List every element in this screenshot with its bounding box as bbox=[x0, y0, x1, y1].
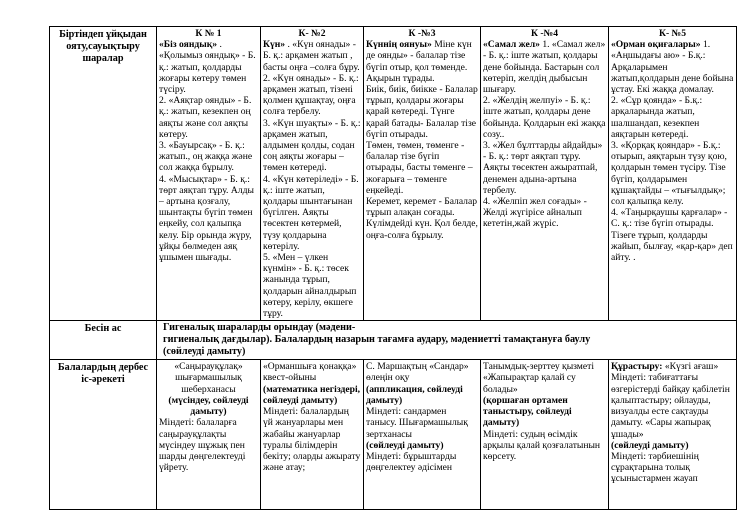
activity-2-title: «Орманшыға қонаққа» квест-ойыны bbox=[263, 361, 357, 384]
independent-row bbox=[50, 360, 737, 510]
activity-5-body: Міндеті: тәрбиешінің сұрақтарына толық ұсыныстармен жауап bbox=[611, 450, 699, 485]
activity-2-body: Міндеті: балалардың үй жануарлары мен жабайы жануарлар туралы білімдерін бекіту; оларды ажырату және атау; bbox=[263, 406, 361, 474]
card-2-part-1: . «Күн оянады» - Б. қ.: арқамен жатып , басты оңға –солға бұру. bbox=[263, 39, 360, 73]
card-4-part-2: 2. «Желдің желпуі» - Б. қ.: іште жатып, қолдары дене бойында. Қолдарын екі жаққа созу.. bbox=[483, 95, 606, 140]
card-4-title: «Самал жел» bbox=[483, 39, 540, 51]
card-5-part-4: 4. «Таңырқаушы қарғалар» - С. қ.: тізе бүгіп отырады. Тізеге тұрып, қолдарды жайып, былғау, «қар-қар» деп айту. . bbox=[611, 207, 733, 264]
meal-line-3: (сөйлеуді дамыту) bbox=[163, 346, 246, 358]
meal-line-2: гигиеналық дағдылар). Балалардың назарын тағамға аудару, мәдениетті тамақтануға баулу bbox=[163, 334, 591, 346]
activity-1-focus: (мүсіндеу, сөйлеуді дамыту) bbox=[168, 394, 249, 418]
meal-row-label: Бесін ас bbox=[50, 321, 157, 360]
activity-1-title: «Саңырауқұлақ» шығармашылық шеберханасы bbox=[174, 361, 243, 395]
card-5-heading: К- №5 bbox=[659, 28, 686, 39]
card-2-part-2: 2. «Күн оянады» - Б. қ.: арқамен жатып, тізені қолмен құшақтау, оңға солға тербелу. bbox=[263, 72, 359, 118]
activity-5 bbox=[609, 360, 737, 510]
schedule-table bbox=[49, 26, 737, 510]
meal-row bbox=[50, 321, 737, 360]
activity-2-focus: (математика негіздері, сөйлеуді дамыту) bbox=[263, 383, 361, 406]
card-4-heading: К -№4 bbox=[531, 28, 558, 39]
card-5-part-1: 1. «Аңшыдағы аю» - Б.қ.: Арқаларымен жатып,қолдарын дене бойына ұстау. Екі жаққа домалау. bbox=[611, 39, 734, 96]
card-3-part-4: Керемет, керемет - Балалар тұрып алақан соғады. bbox=[366, 196, 478, 219]
card-3-title: Күннің оянуы» bbox=[366, 39, 432, 51]
independent-row-label: Балалардың дербес іс-әрекеті bbox=[50, 360, 157, 510]
activity-3 bbox=[364, 360, 481, 510]
activity-5-label: Құрастыру: bbox=[611, 361, 663, 373]
card-2 bbox=[261, 27, 364, 321]
card-3 bbox=[364, 27, 481, 321]
activity-4 bbox=[481, 360, 609, 510]
meal-description bbox=[157, 321, 737, 360]
activity-3-focus-2: (сөйлеуді дамыту) bbox=[366, 439, 444, 451]
activity-3-title: С. Маршақтың «Сандар» өлеңін оқу bbox=[366, 361, 469, 384]
card-4-part-4: 4. «Желпіп жел соғады» - Желді жүгірісе айналып кететін,жай жүріс. bbox=[483, 196, 587, 230]
card-3-part-2: Биік, биік, биікке - Балалар тұрып, қолдары жоғары қарай көтереді. Түнге қарай батады- Балалар тізе бүгіп отырады. bbox=[366, 84, 478, 140]
card-2-heading: К- №2 bbox=[298, 28, 326, 39]
activity-2 bbox=[261, 360, 364, 510]
activity-3-body-2: Міндеті: бұрыштарды дөңгелектеу әдісімен bbox=[366, 450, 457, 474]
card-2-part-4: 4. «Күн көтеріледі» - Б. қ.: іште жатып, қолдары шынтағынан бүгілген. Аяқты төсектен көтермей, түзу қолдарына көтерілу. bbox=[263, 173, 359, 252]
activity-5-title: «Күзгі ағаш» Міндеті: табиғаттағы өзгерістерді байқау қабілетін қалыптастыру; ойлауды, визуалды есте сақтауды дамыту. «Сары жапырақ ұшады» bbox=[611, 361, 730, 440]
exercise-row bbox=[50, 27, 737, 321]
card-3-part-5: Күлімдейді күн. Қол белде, оңға-солға бұрылу. bbox=[366, 218, 478, 241]
card-1 bbox=[157, 27, 261, 321]
meal-line-1: Гигеналық шараларды орындау (мәдени- bbox=[163, 322, 356, 334]
card-3-part-1: Міне күн де оянды» - балалар тізе бүгіп отыр, қол төменде. Ақырын тұрады. bbox=[366, 39, 472, 84]
activity-4-focus: (қоршаған ортамен таныстыру, сөйлеуді дамыту) bbox=[483, 394, 572, 429]
card-4-part-1: 1. «Самал жел» - Б. қ.: іште жатып, қолдары дене бойында. Бастарын сол көтеріп, желдің дыбысын шығару. bbox=[483, 39, 606, 96]
card-5-part-2: 2. «Сұр қоянда» - Б.қ.: арқаларында жатып, шалшандап, кезекпен аяқтарын көтереді. bbox=[611, 95, 703, 140]
card-1-part-1: . «Қолымыз ояндық» - Б. қ.: жатып, қолдарды жоғары көтеру төмен түсіру. bbox=[159, 39, 256, 96]
card-5 bbox=[609, 27, 737, 321]
activity-4-title: Танымдық-зерттеу қызметі «Жапырақтар қалай су болады» bbox=[483, 361, 594, 395]
exercise-row-label: Біртіндеп ұйқыдан ояту,сауықтыру шаралар bbox=[50, 27, 157, 321]
card-4 bbox=[481, 27, 609, 321]
card-1-title: «Біз ояндық» bbox=[159, 39, 218, 51]
card-1-heading: К № 1 bbox=[195, 28, 222, 39]
card-4-part-3: 3. «Жел бұлттарды айдайды» - Б. қ.: төрт аяқтап тұру. Аяқты төсектен ажыратпай, денемен адына-артына тербелу. bbox=[483, 140, 603, 196]
card-1-part-2: 2. «Аяқтар оянды» - Б. қ.: жатып, кезекпен оң аяқты және сол аяқты көтеру. bbox=[159, 95, 252, 140]
card-5-part-3: 3. «Қорқақ қояндар» - Б.қ.: отырып, аяқтарын түзу қою, қолдарын төмен түсіру. Тізе бүгіп, қолдарымен құшақтайды – «тығылдық»; сол қалыпқа келу. bbox=[611, 140, 727, 208]
activity-3-body: Міндеті: сандармен танысу. Шығармашылық зертханасы bbox=[366, 406, 468, 440]
activity-4-body: Міндеті: судың өсімдік арқылы қалай қозғалатынын көрсету. bbox=[483, 428, 601, 462]
activity-3-focus: (аппликация, сөйлеуді дамыту) bbox=[366, 383, 463, 406]
card-2-title: Күн» bbox=[263, 39, 286, 51]
activity-1 bbox=[157, 360, 261, 510]
card-1-part-3: 3. «Бауырсақ» - Б. қ.: жатып., оң жаққа және сол жаққа бұрылу. bbox=[159, 140, 253, 174]
card-3-heading: К -№3 bbox=[408, 28, 436, 39]
activity-1-body: Міндеті: балаларға саңырауқұлақты мүсіндеу шұжық пен шарды дөңгелектеуді үйрету. bbox=[159, 417, 246, 474]
card-2-part-3: 3. «Күн шуақты» - Б. қ.: арқамен жатып, алдымен қолды, содан соң аяқты жоғары –төмен көтереді. bbox=[263, 117, 361, 174]
card-5-title: «Орман оқиғалары» bbox=[611, 39, 701, 51]
card-2-part-5: 5. «Мен – үлкен күнмін» - Б. қ.: төсек жанында тұрып, қолдарын айналдырып көтеру, керілу, өкшеге тұру. bbox=[263, 252, 357, 320]
card-1-part-4: 4. «Мысықтар» - Б. қ.: төрт аяқтап тұру. Алды – артына қозғалу, шынтақты бүгіп төмен еңкейу, сол қалыпқа келу. Бір орында жүру, ұйқы бөлмеден аяқ ұшымен шығады. bbox=[159, 173, 254, 264]
card-3-part-3: Төмен, төмен, төменге - балалар тізе бүгіп отырады, басты төменге – жоғарыға – төменге еңкейеді. bbox=[366, 140, 473, 196]
activity-5-focus: (сөйлеуді дамыту) bbox=[611, 439, 689, 451]
